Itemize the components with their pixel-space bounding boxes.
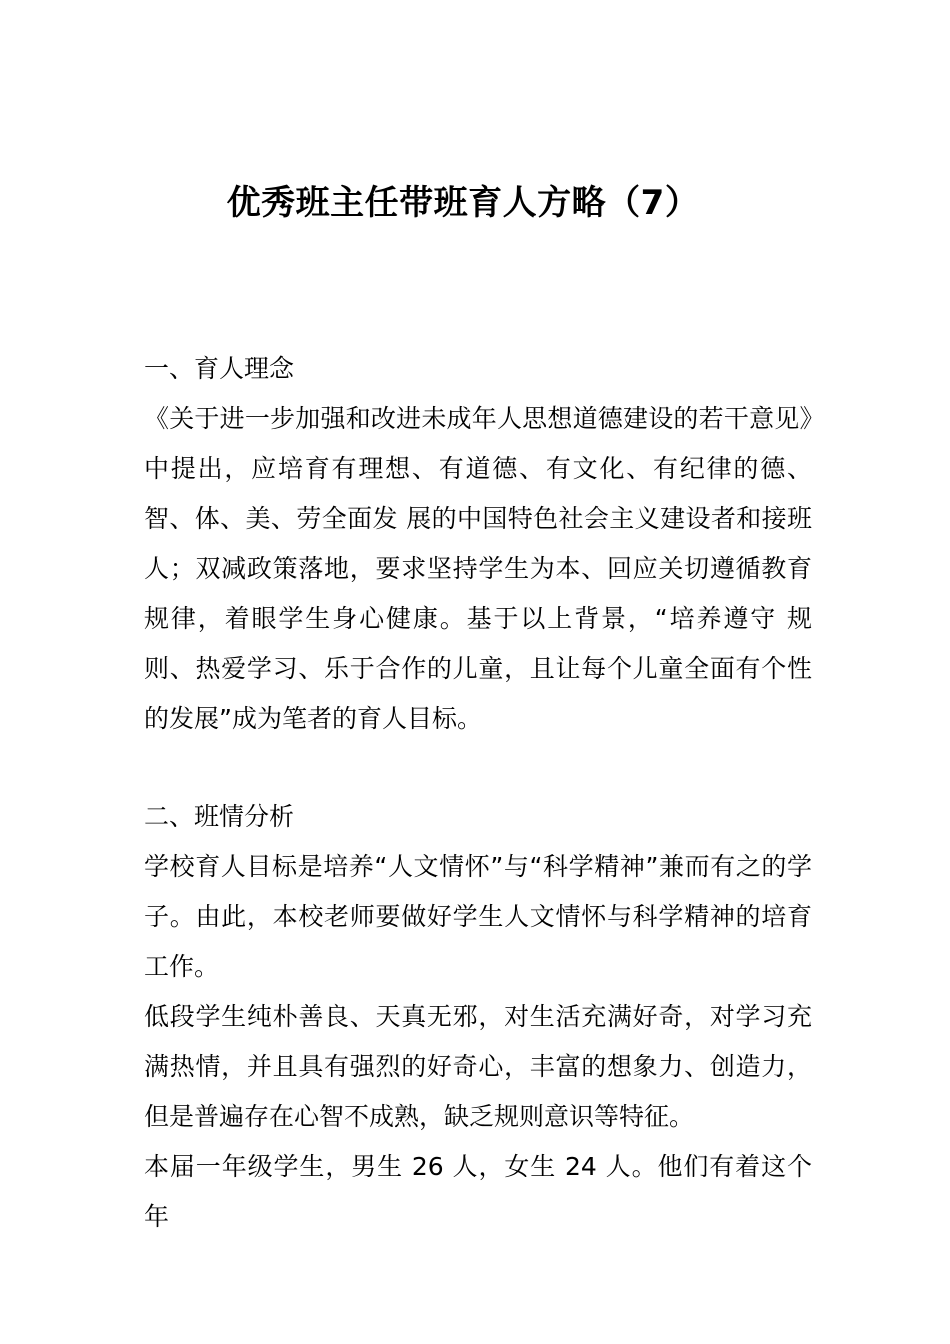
section-heading: 二、班情分析	[144, 802, 295, 831]
section-class-analysis	[144, 792, 812, 1242]
section-educational-philosophy	[144, 344, 812, 744]
section-paragraph: 《关于进一步加强和改进未成年人思想道德建设的若干意见》中提出，应培育有理想、有道德、有文化、有纪律的德、智、体、美、劳全面发 展的中国特色社会主义建设者和接班人；双减政策落地，要求坚持学生为本、回应关切遵循教育规律，着眼学生身心健康。基于以上背景，“培养遵守 规则、热爱学习、乐于合作的儿童，且让每个儿童全面有个性的发展”成为笔者的育人目标。	[144, 404, 812, 733]
document-title: 优秀班主任带班育人方略（7）	[226, 182, 700, 223]
section-heading: 一、育人理念	[144, 354, 295, 383]
section-paragraph: 本届一年级学生，男生 26 人，女生 24 人。他们有着这个年	[144, 1152, 812, 1231]
section-paragraph: 低段学生纯朴善良、天真无邪，对生活充满好奇，对学习充满热情，并且具有强烈的好奇心，丰富的想象力、创造力，但是普遍存在心智不成熟，缺乏规则意识等特征。	[144, 1002, 812, 1131]
section-paragraph: 学校育人目标是培养“人文情怀”与“科学精神”兼而有之的学子。由此，本校老师要做好学生人文情怀与科学精神的培育工作。	[144, 852, 812, 981]
